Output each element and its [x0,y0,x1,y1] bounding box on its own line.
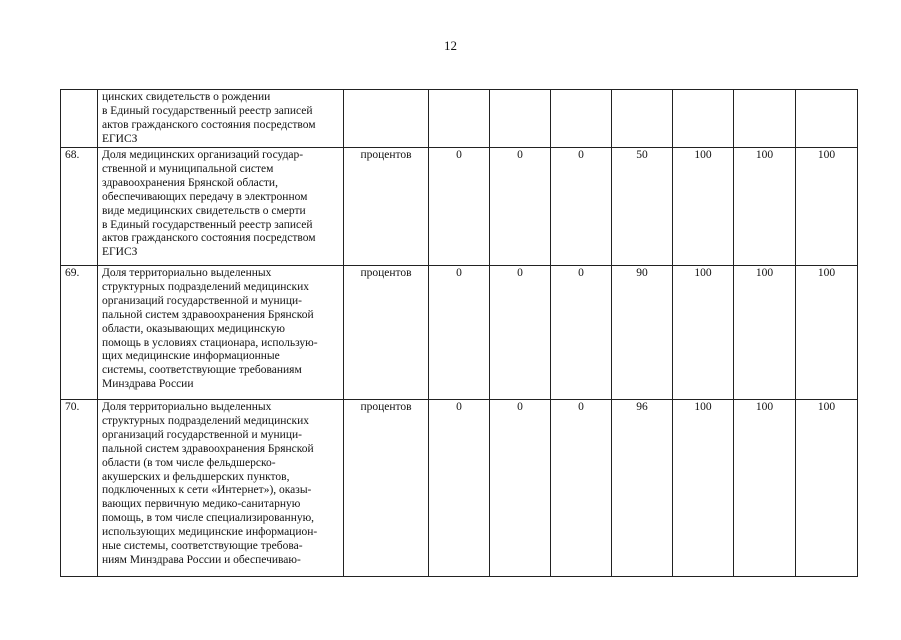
table-row [61,266,858,400]
value-cell: 100 [734,266,796,400]
value-cell: 100 [673,400,734,577]
unit-cell: процентов [344,148,429,266]
value-cell [429,90,490,148]
unit-cell: процентов [344,266,429,400]
value-cell [612,90,673,148]
value-cell: 100 [673,266,734,400]
table-row [61,148,858,266]
value-cell: 0 [551,266,612,400]
value-cell: 0 [551,400,612,577]
value-cell: 90 [612,266,673,400]
unit-cell: процентов [344,400,429,577]
value-cell: 100 [673,148,734,266]
value-cell: 0 [429,148,490,266]
row-number [61,90,98,148]
value-cell [551,90,612,148]
value-cell [490,90,551,148]
value-cell: 100 [796,266,858,400]
value-cell: 50 [612,148,673,266]
value-cell [796,90,858,148]
row-number: 68. [61,148,98,266]
row-number: 69. [61,266,98,400]
row-number: 70. [61,400,98,577]
indicators-table [60,89,858,577]
page-number: 12 [444,38,457,53]
value-cell: 0 [429,266,490,400]
value-cell: 0 [551,148,612,266]
value-cell: 100 [796,148,858,266]
value-cell: 100 [734,148,796,266]
value-cell: 96 [612,400,673,577]
table-row [61,400,858,577]
table-row [61,90,858,148]
value-cell: 0 [429,400,490,577]
value-cell: 100 [734,400,796,577]
indicator-name: Доля территориально выделенных структурных подразделений медицинских организаций государственной и муници- пальной систем здравоохранения Брянской области, оказывающих медицинскую помощь в условиях стационара, использую- щих медицинские информационные системы, соответствующие требованиям Минздрава России [98,266,344,400]
indicator-name: цинских свидетельств о рождении в Единый государственный реестр записей актов гражданского состояния посредством ЕГИСЗ [98,90,344,148]
indicator-name: Доля территориально выделенных структурных подразделений медицинских организаций государственной и муници- пальной систем здравоохранения Брянской области (в том числе фельдшерско- акушерских и фельдшерских пунктов, подключенных к сети «Интернет»), оказы- вающих первичную медико-санитарную помощь, в том числе специализированную, использующих медицинские информацион- ные системы, соответствующие требова- ниям Минздрава России и обеспечиваю- [98,400,344,577]
value-cell [734,90,796,148]
indicator-name: Доля медицинских организаций государ- ственной и муниципальной систем здравоохранения Брянской области, обеспечивающих передачу в электронном виде медицинских свидетельств о смерти в Единый государственный реестр записей актов гражданского состояния посредством ЕГИСЗ [98,148,344,266]
value-cell [673,90,734,148]
unit-cell [344,90,429,148]
value-cell: 0 [490,266,551,400]
value-cell: 0 [490,148,551,266]
value-cell: 100 [796,400,858,577]
value-cell: 0 [490,400,551,577]
